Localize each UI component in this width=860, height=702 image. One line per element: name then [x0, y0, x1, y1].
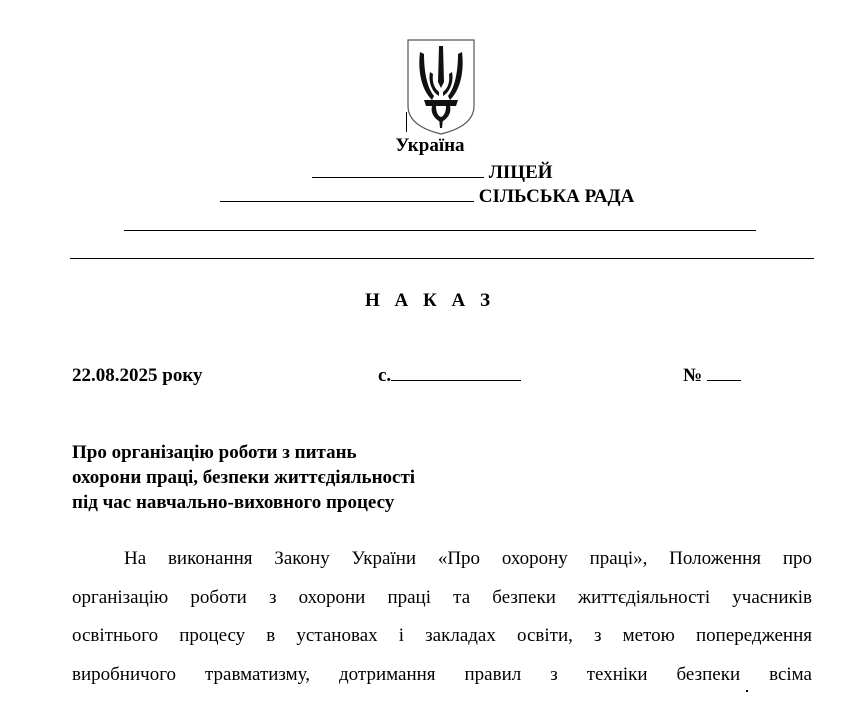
order-number [683, 365, 741, 387]
order-date: 22.08.2025 року [72, 365, 203, 386]
school-name-blank [312, 162, 484, 178]
council-name-line [220, 186, 634, 208]
order-body-paragraph [72, 540, 812, 694]
subject-line: під час навчально-виховного процесу [72, 492, 395, 513]
order-title: Н А К А З [364, 290, 496, 311]
body-line: виробничого травматизму, дотримання правил з техніки безпеки всіма [72, 663, 812, 685]
school-name-suffix: ЛІЦЕЙ [488, 162, 553, 183]
order-place [378, 365, 521, 387]
trident-coat-of-arms-icon [406, 38, 476, 136]
order-place-blank [391, 365, 521, 381]
subject-line: Про організацію роботи з питань [72, 442, 357, 463]
text-cursor-mark [406, 112, 407, 132]
council-name-suffix: СІЛЬСЬКА РАДА [478, 186, 635, 207]
header-divider [70, 258, 814, 259]
school-name-line [312, 162, 553, 184]
body-line: На виконання Закону України «Про охорону праці», Положення про [124, 548, 812, 569]
stray-dot [746, 690, 748, 692]
order-number-blank [707, 365, 741, 381]
order-number-prefix: № [683, 365, 703, 386]
address-rule [124, 230, 756, 231]
subject-line: охорони праці, безпеки життєдіяльності [72, 467, 416, 488]
body-line: організацію роботи з охорони праці та безпеки життєдіяльності учасників [72, 586, 812, 608]
order-place-prefix: с. [378, 365, 392, 386]
council-name-blank [220, 186, 474, 202]
country-name: Україна [395, 135, 465, 156]
order-subject [72, 440, 415, 515]
body-line: освітнього процесу в установах і закладах освіти, з метою попередження [72, 625, 812, 646]
